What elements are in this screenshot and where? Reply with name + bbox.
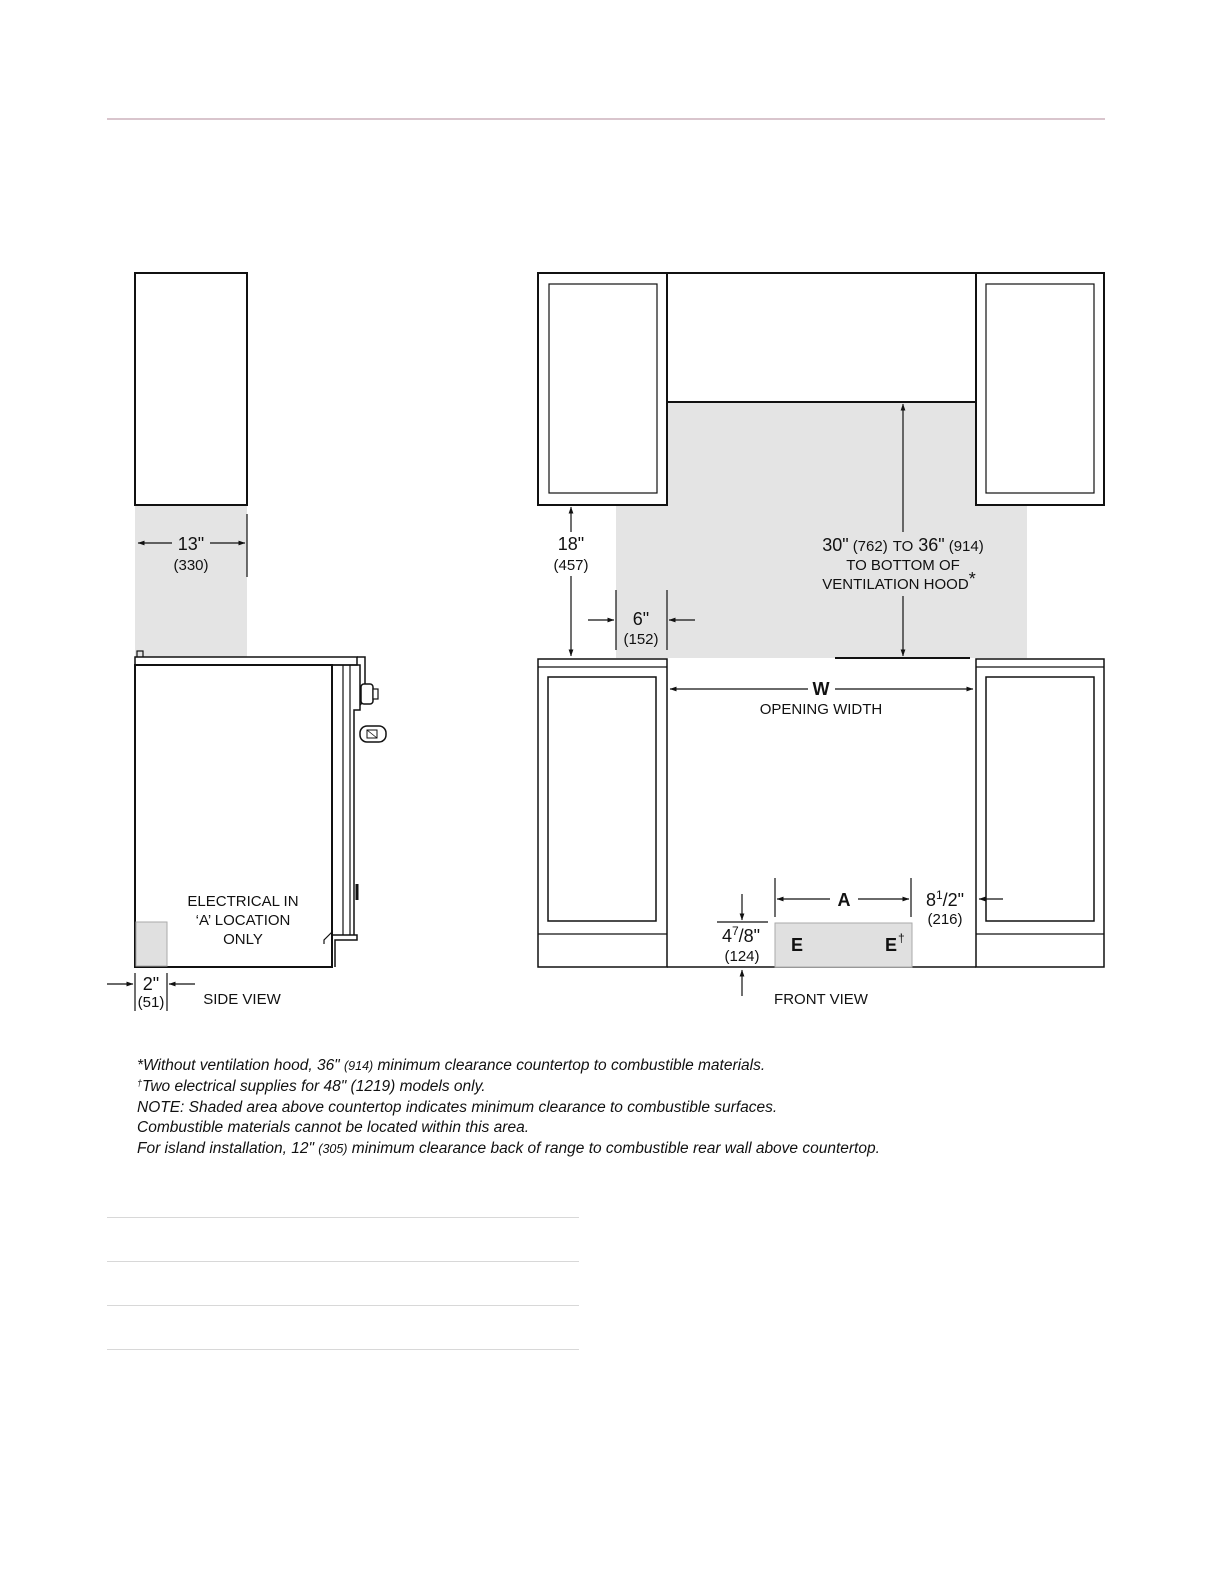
e-right-label: E	[884, 935, 898, 955]
note-4: Combustible materials cannot be located within this area.	[137, 1119, 530, 1137]
dim-18-mm: (457)	[553, 557, 589, 574]
dim-6-label: 6"	[632, 609, 650, 629]
dim-13-label: 13"	[177, 534, 205, 554]
width-label: OPENING WIDTH	[759, 701, 883, 718]
dim-8-mm: (216)	[927, 911, 963, 928]
front-view	[538, 273, 1104, 1008]
footnotes	[137, 1056, 1097, 1160]
dim-8-label: $8^1/2$"	[925, 888, 965, 910]
table-rule-4	[107, 1349, 579, 1350]
upper-cabinet-left	[538, 273, 667, 505]
note-5: For island installation, 12" (305) minimum clearance back of range to combustible rear wall above countertop.	[137, 1140, 880, 1158]
table-rule-1	[107, 1217, 579, 1218]
hood-dimension-line-1: 30" (762) TO 36" (914)	[822, 535, 984, 555]
e-left-label: E	[790, 935, 804, 955]
dim-4-label: $4^7/8$"	[721, 924, 761, 946]
electrical-line-1: ELECTRICAL IN	[187, 893, 299, 910]
dim-2-label: 2"	[142, 974, 160, 994]
hood-dimension-line-2: TO BOTTOM OF	[846, 557, 960, 574]
side-view-title: SIDE VIEW	[203, 991, 281, 1008]
dim-13-mm: (330)	[173, 557, 209, 574]
width-letter: W	[812, 679, 830, 699]
table-rule-3	[107, 1305, 579, 1306]
electrical-line-2: ‘A’ LOCATION	[195, 912, 291, 929]
dim-2-mm: (51)	[137, 994, 165, 1011]
dim-18-label: 18"	[557, 534, 585, 554]
side-clearance-shading	[135, 505, 247, 657]
side-view	[107, 273, 386, 1011]
electrical-location-a	[136, 922, 167, 966]
note-2: †Two electrical supplies for 48" (1219) models only.	[137, 1077, 486, 1095]
side-upper-cabinet	[135, 273, 247, 505]
upper-cabinet-right	[976, 273, 1104, 505]
e-right-mark: †	[898, 931, 905, 945]
hood-dimension-line-3: VENTILATION HOOD*	[822, 569, 976, 593]
electrical-line-3: ONLY	[223, 931, 263, 948]
table-rule-2	[107, 1261, 579, 1262]
note-1: *Without ventilation hood, 36" (914) minimum clearance countertop to combustible materials.	[137, 1057, 766, 1074]
ventilation-hood	[667, 273, 976, 402]
front-view-title: FRONT VIEW	[774, 991, 868, 1008]
dim-4-mm: (124)	[724, 948, 760, 965]
a-letter: A	[837, 890, 851, 910]
note-3: NOTE: Shaded area above countertop indicates minimum clearance to combustible surfaces.	[137, 1098, 778, 1116]
dim-6-mm: (152)	[623, 631, 659, 648]
